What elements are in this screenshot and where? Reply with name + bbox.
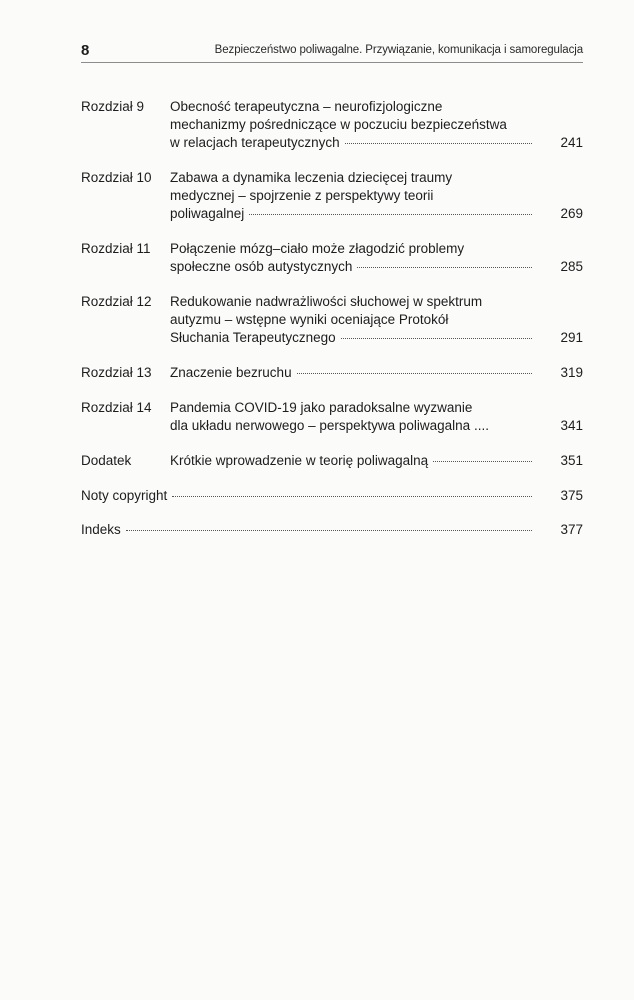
title-line: w relacjach terapeutycznych (170, 135, 340, 150)
title-line: Obecność terapeutyczna – neurofizjologiczne (170, 99, 443, 114)
title-line: dla układu nerwowego – perspektywa poliwagalna .... (170, 418, 489, 433)
toc-entry-chapter-12[interactable] (81, 293, 583, 347)
title-line: Zabawa a dynamika leczenia dziecięcej traumy (170, 170, 453, 185)
page-reference: 269 (560, 206, 583, 221)
title-line: mechanizmy pośredniczące w poczuciu bezpieczeństwa (170, 117, 507, 132)
chapter-label: Rozdział 14 (81, 400, 152, 415)
toc-entry-chapter-14[interactable] (81, 399, 583, 435)
toc-entry-appendix[interactable] (81, 452, 583, 470)
toc-entry-chapter-13[interactable] (81, 364, 583, 382)
toc-entry-copyright-notes[interactable] (81, 487, 583, 505)
title-line: Znaczenie bezruchu (170, 365, 292, 380)
page-reference: 375 (560, 488, 583, 503)
dot-leader (433, 460, 532, 462)
toc-entry-index[interactable] (81, 521, 583, 539)
dot-leader (172, 495, 532, 497)
chapter-label: Rozdział 9 (81, 99, 145, 114)
page-number: 8 (81, 42, 90, 59)
title-line: Krótkie wprowadzenie w teorię poliwagalną (170, 453, 429, 468)
dot-leader (357, 266, 532, 268)
page-reference: 285 (560, 259, 583, 274)
title-line: społeczne osób autystycznych (170, 259, 353, 274)
title-line: poliwagalnej (170, 206, 245, 221)
title-line: Połączenie mózg–ciało może złagodzić problemy (170, 241, 465, 256)
title-line: medycznej – spojrzenie z perspektywy teorii (170, 188, 434, 203)
dot-leader (126, 529, 532, 531)
page-reference: 241 (560, 135, 583, 150)
title-line: Noty copyright (81, 488, 168, 503)
chapter-label: Rozdział 11 (81, 241, 151, 256)
running-head: Bezpieczeństwo poliwagalne. Przywiązanie, komunikacja i samoregulacja (214, 44, 583, 56)
page-reference: 341 (560, 418, 583, 433)
page-reference: 377 (560, 522, 583, 537)
dot-leader (341, 337, 532, 339)
table-of-contents (81, 98, 583, 555)
dot-leader (249, 213, 532, 215)
dot-leader (297, 372, 532, 374)
toc-entry-chapter-11[interactable] (81, 240, 583, 276)
title-line: autyzmu – wstępne wyniki oceniające Protokół (170, 312, 449, 327)
toc-entry-chapter-9[interactable] (81, 98, 583, 152)
chapter-label: Rozdział 12 (81, 294, 152, 309)
dot-leader (494, 426, 532, 427)
chapter-label: Rozdział 13 (81, 365, 152, 380)
chapter-label: Rozdział 10 (81, 170, 152, 185)
title-line: Słuchania Terapeutycznego (170, 330, 336, 345)
page-reference: 319 (560, 365, 583, 380)
title-line: Redukowanie nadwrażliwości słuchowej w spektrum (170, 294, 483, 309)
toc-entry-chapter-10[interactable] (81, 169, 583, 223)
page-reference: 351 (560, 453, 583, 468)
title-line: Indeks (81, 522, 121, 537)
page-reference: 291 (560, 330, 583, 345)
dot-leader (345, 142, 532, 144)
appendix-label: Dodatek (81, 453, 132, 468)
page-header (81, 40, 583, 63)
title-line: Pandemia COVID-19 jako paradoksalne wyzwanie (170, 400, 473, 415)
